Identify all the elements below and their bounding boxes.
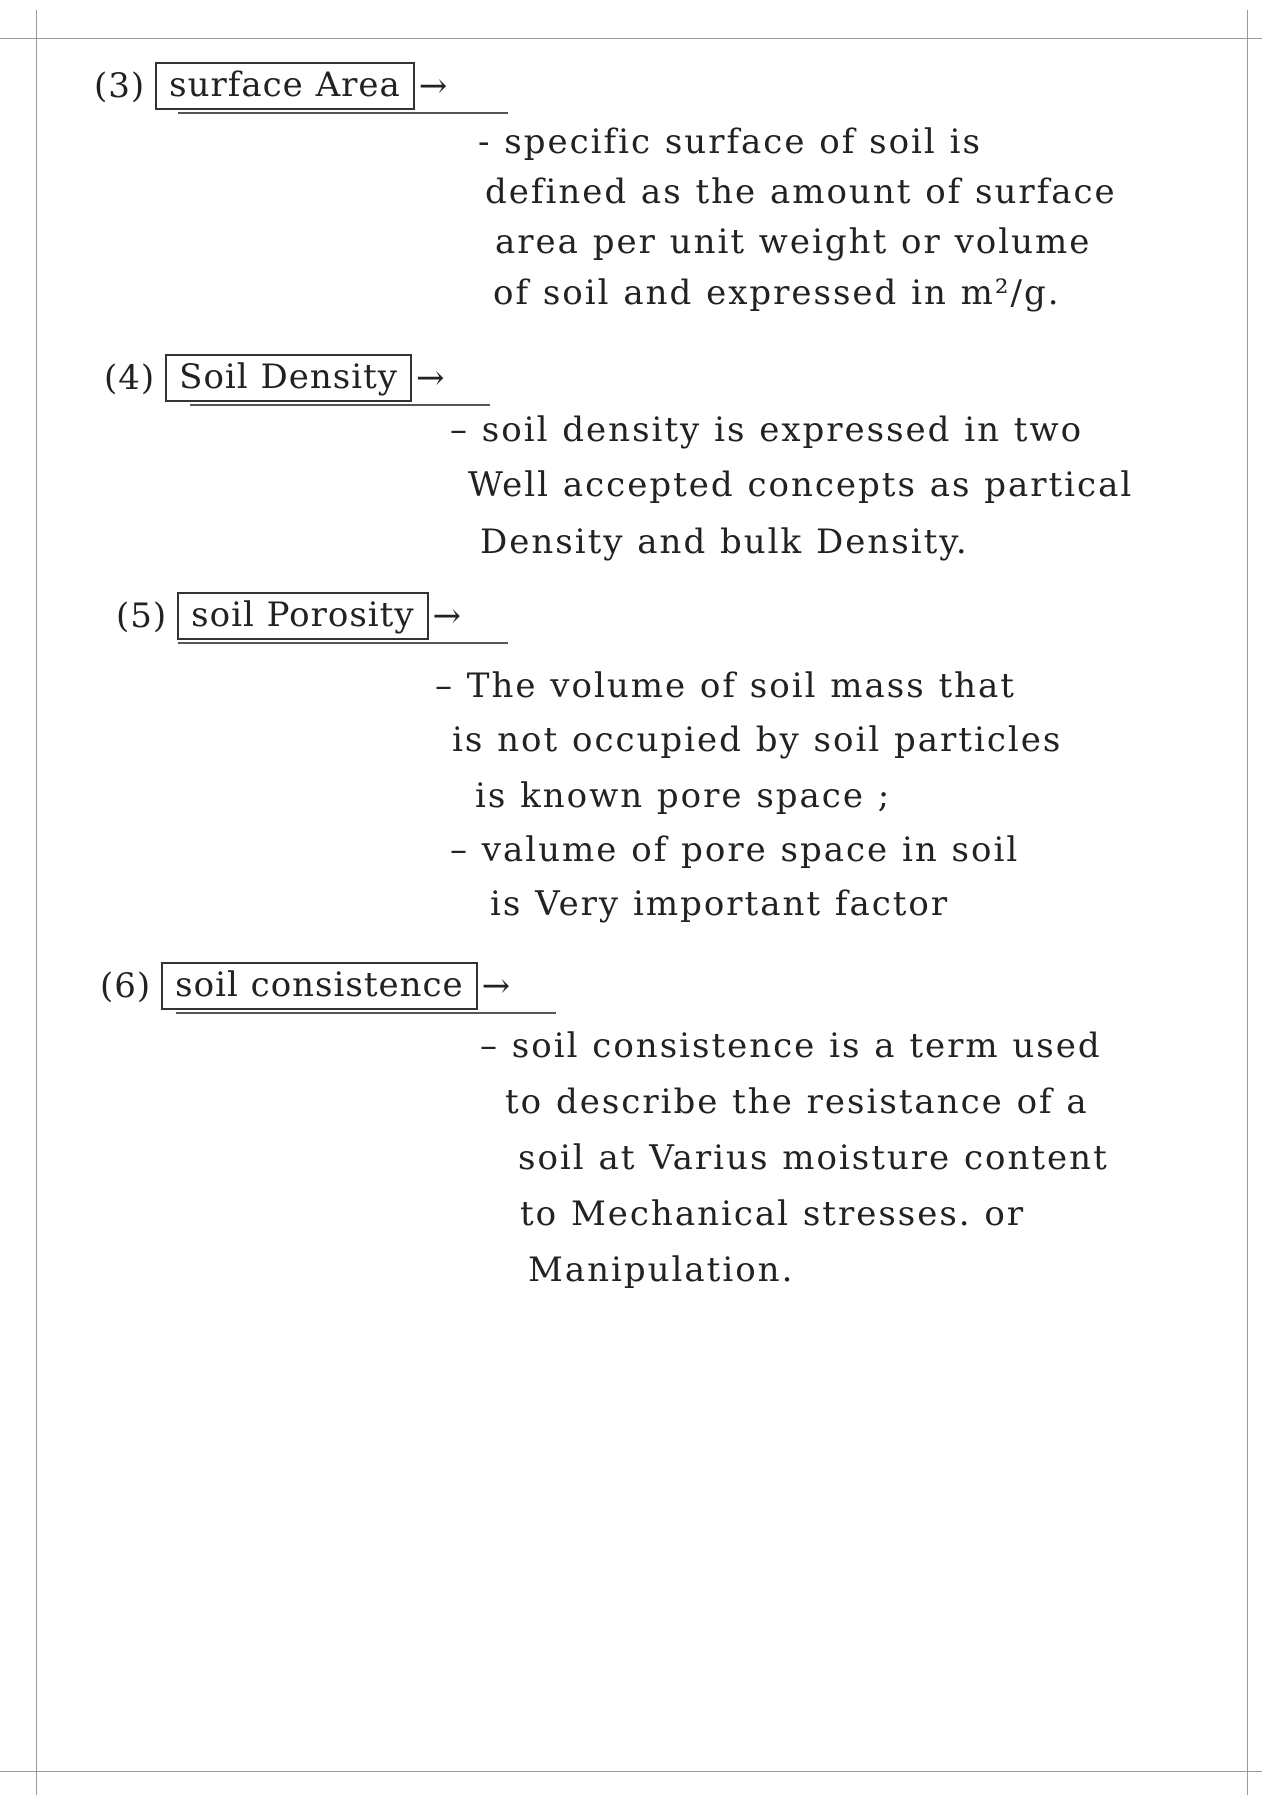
- body-line: Manipulation.: [528, 1250, 795, 1290]
- section-title-box: Soil Density: [165, 354, 412, 402]
- section-title-box: soil Porosity: [177, 592, 428, 640]
- arrow-right-icon: →: [481, 966, 512, 1006]
- body-line: to Mechanical stresses. or: [520, 1194, 1026, 1234]
- body-line: – valume of pore space in soil: [450, 830, 1020, 870]
- section-heading-soil-porosity: [116, 592, 462, 640]
- body-line: defined as the amount of surface: [485, 172, 1117, 212]
- section-heading-soil-consistence: [100, 962, 511, 1010]
- body-line: to describe the resistance of a: [505, 1082, 1089, 1122]
- arrow-right-icon: →: [418, 66, 449, 106]
- page-border-left: [36, 10, 37, 1795]
- page-border-bottom: [0, 1771, 1262, 1772]
- body-line: is not occupied by soil particles: [452, 720, 1063, 760]
- section-number: (6): [100, 966, 152, 1006]
- page-border-right: [1247, 10, 1248, 1795]
- arrow-right-icon: →: [432, 596, 463, 636]
- body-line: area per unit weight or volume: [495, 222, 1092, 262]
- heading-underline: [176, 1012, 556, 1014]
- section-title-box: surface Area: [155, 62, 415, 110]
- body-line: - specific surface of soil is: [478, 122, 982, 162]
- section-number: (5): [116, 596, 168, 636]
- heading-underline: [178, 112, 508, 114]
- body-line: is known pore space ;: [475, 776, 892, 816]
- heading-underline: [178, 642, 508, 644]
- heading-underline: [190, 404, 490, 406]
- body-line: is Very important factor: [490, 884, 950, 924]
- body-line: Well accepted concepts as partical: [468, 465, 1134, 505]
- section-number: (4): [104, 358, 156, 398]
- section-number: (3): [94, 66, 146, 106]
- page-border-top: [0, 38, 1262, 39]
- section-heading-soil-density: [104, 354, 445, 402]
- arrow-right-icon: →: [415, 358, 446, 398]
- body-line: Density and bulk Density.: [480, 522, 969, 562]
- body-line: – The volume of soil mass that: [435, 666, 1016, 706]
- section-title-box: soil consistence: [161, 962, 478, 1010]
- body-line: – soil density is expressed in two: [450, 410, 1084, 450]
- body-line: – soil consistence is a term used: [480, 1026, 1102, 1066]
- section-heading-surface-area: [94, 62, 448, 110]
- body-line: soil at Varius moisture content: [518, 1138, 1109, 1178]
- body-line: of soil and expressed in m²/g.: [493, 273, 1061, 313]
